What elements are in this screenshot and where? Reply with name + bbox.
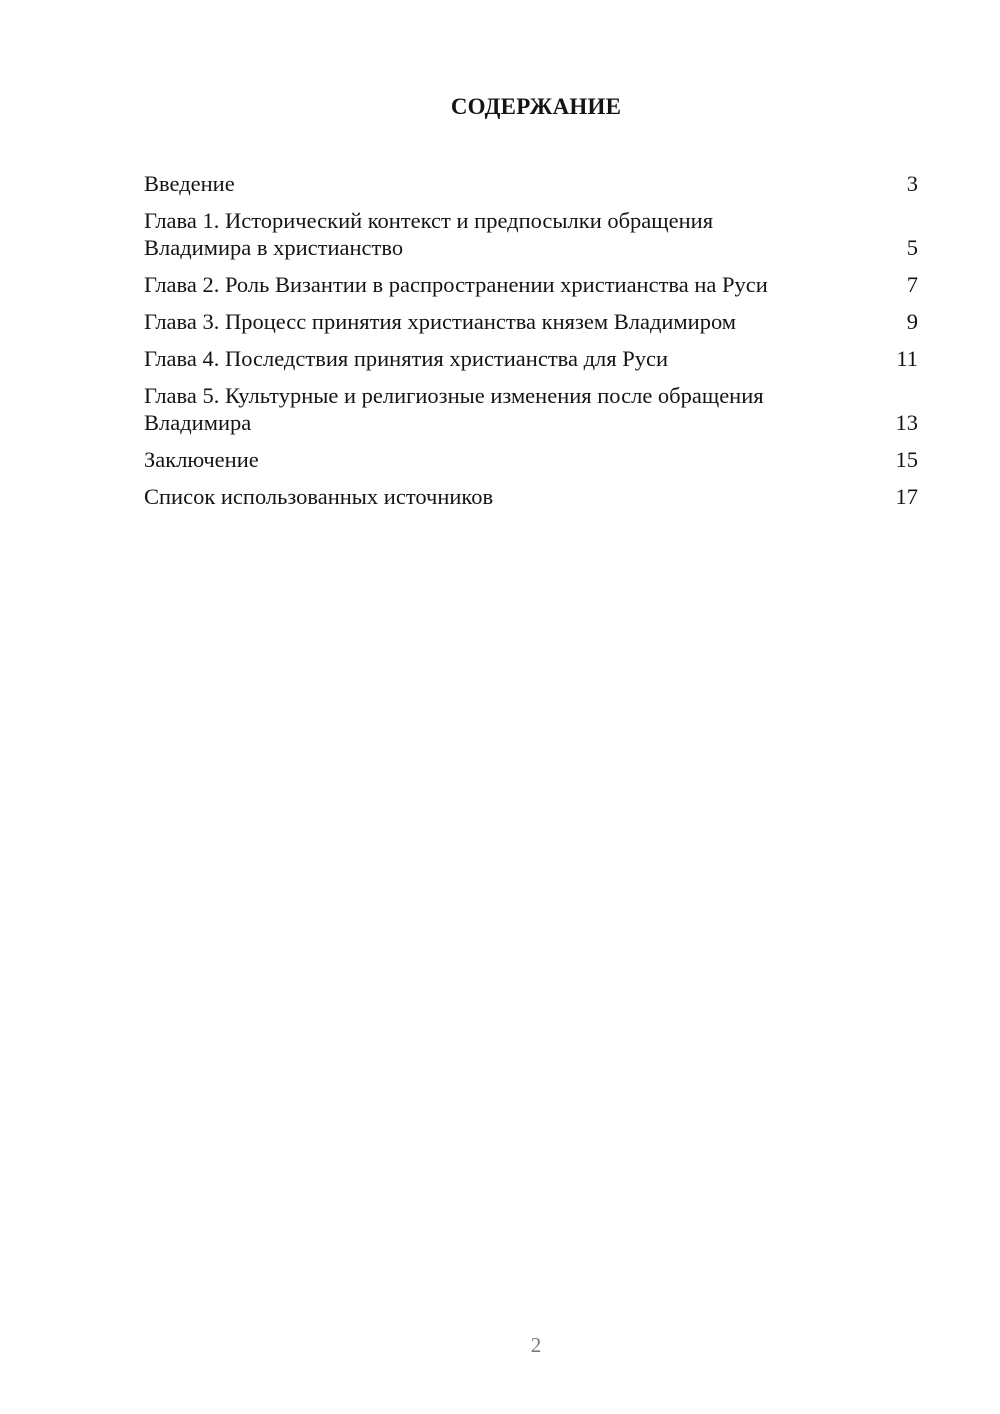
toc-entry-page: 9: [906, 309, 918, 334]
toc-entry-chapter-2: [144, 271, 918, 298]
toc-entry-references: [144, 483, 918, 510]
toc-entry-chapter-1: [144, 207, 918, 261]
page-number: 2: [530, 1333, 542, 1357]
toc-entry-page: 17: [895, 484, 918, 509]
toc-entry-label: Заключение: [144, 447, 259, 472]
toc-entry-page: 15: [895, 447, 918, 472]
toc-entry-label: Глава 4. Последствия принятия христианства для Руси: [144, 346, 669, 371]
toc-entry-label: Глава 2. Роль Византии в распространении христианства на Руси: [144, 272, 768, 297]
toc-entry-page: 7: [906, 272, 918, 297]
toc-entry-chapter-3: [144, 308, 918, 335]
toc-entry-label: Список использованных источников: [144, 484, 494, 509]
toc-entry-chapter-4: [144, 345, 918, 372]
toc-title: СОДЕРЖАНИЕ: [450, 94, 622, 119]
table-of-contents: [144, 170, 918, 520]
toc-entry-label: Глава 5. Культурные и религиозные изменения после обращения Владимира: [144, 383, 764, 435]
toc-entry-chapter-5: [144, 382, 918, 436]
toc-entry-label: Глава 1. Исторический контекст и предпосылки обращения Владимира в христианство: [144, 208, 714, 260]
toc-entry-page: 3: [906, 171, 918, 196]
toc-entry-label: Введение: [144, 171, 235, 196]
toc-entry-introduction: [144, 170, 918, 197]
toc-entry-label: Глава 3. Процесс принятия христианства князем Владимиром: [144, 309, 737, 334]
toc-entry-page: 11: [896, 346, 918, 371]
toc-entry-page: 5: [906, 235, 918, 260]
toc-entry-conclusion: [144, 446, 918, 473]
toc-entry-page: 13: [895, 410, 918, 435]
